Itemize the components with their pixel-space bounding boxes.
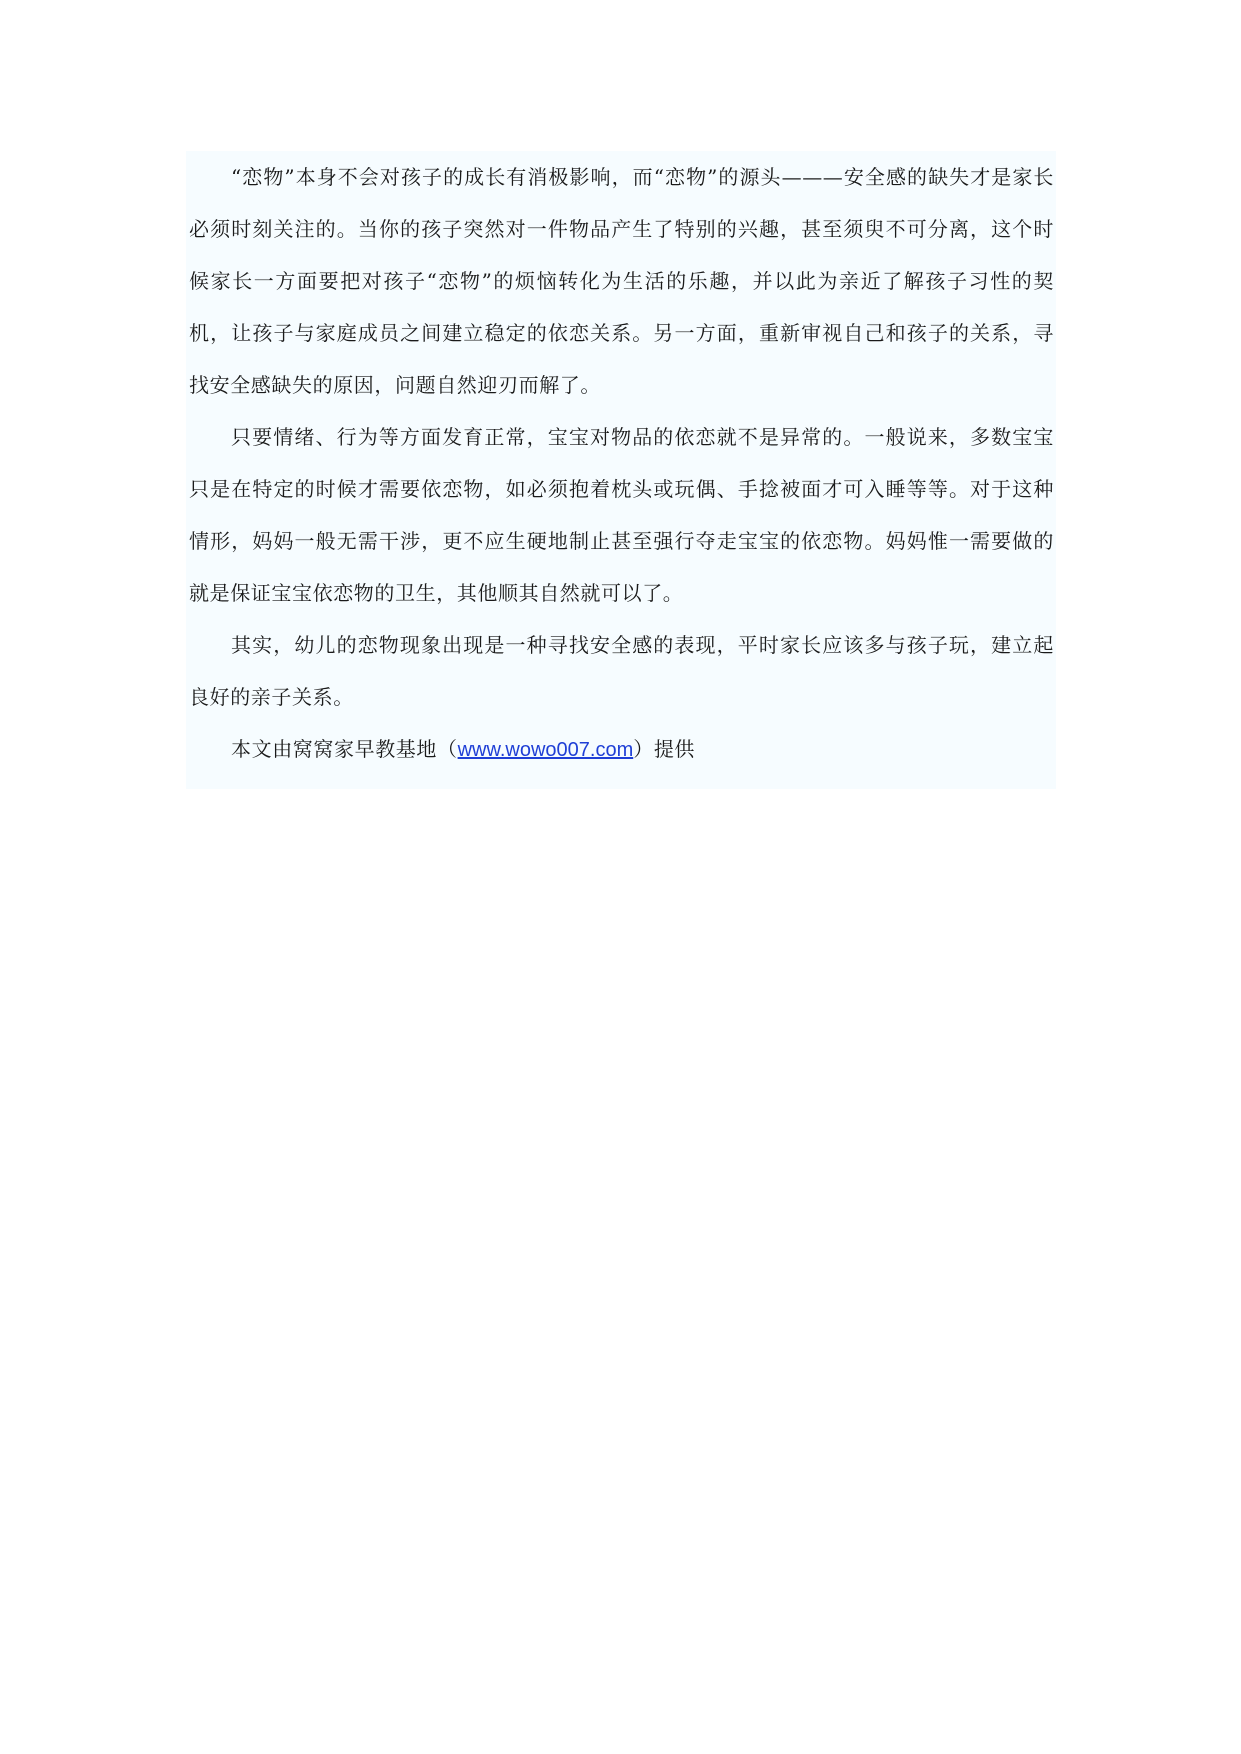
source-credit xyxy=(189,723,1054,776)
paragraph-3: 其实，幼儿的恋物现象出现是一种寻找安全感的表现，平时家长应该多与孩子玩，建立起良好的亲子关系。 xyxy=(189,633,1054,709)
credit-prefix: 本文由窝窝家早教基地（ xyxy=(231,737,458,761)
article-body xyxy=(186,151,1056,789)
credit-suffix: ）提供 xyxy=(633,737,696,761)
paragraph-2: 只要情绪、行为等方面发育正常，宝宝对物品的依恋就不是异常的。一般说来，多数宝宝只是在特定的时候才需要依恋物，如必须抱着枕头或玩偶、手捻被面才可入睡等等。对于这种情形，妈妈一般无需干涉，更不应生硬地制止甚至强行夺走宝宝的依恋物。妈妈惟一需要做的就是保证宝宝依恋物的卫生，其他顺其自然就可以了。 xyxy=(189,425,1054,605)
paragraph-1: “恋物”本身不会对孩子的成长有消极影响，而“恋物”的源头———安全感的缺失才是家长必须时刻关注的。当你的孩子突然对一件物品产生了特别的兴趣，甚至须臾不可分离，这个时候家长一方面要把对孩子“恋物”的烦恼转化为生活的乐趣，并以此为亲近了解孩子习性的契机，让孩子与家庭成员之间建立稳定的依恋关系。另一方面，重新审视自己和孩子的关系，寻找安全感缺失的原因，问题自然迎刃而解了。 xyxy=(189,165,1054,397)
source-link[interactable]: www.wowo007.com xyxy=(457,739,634,761)
